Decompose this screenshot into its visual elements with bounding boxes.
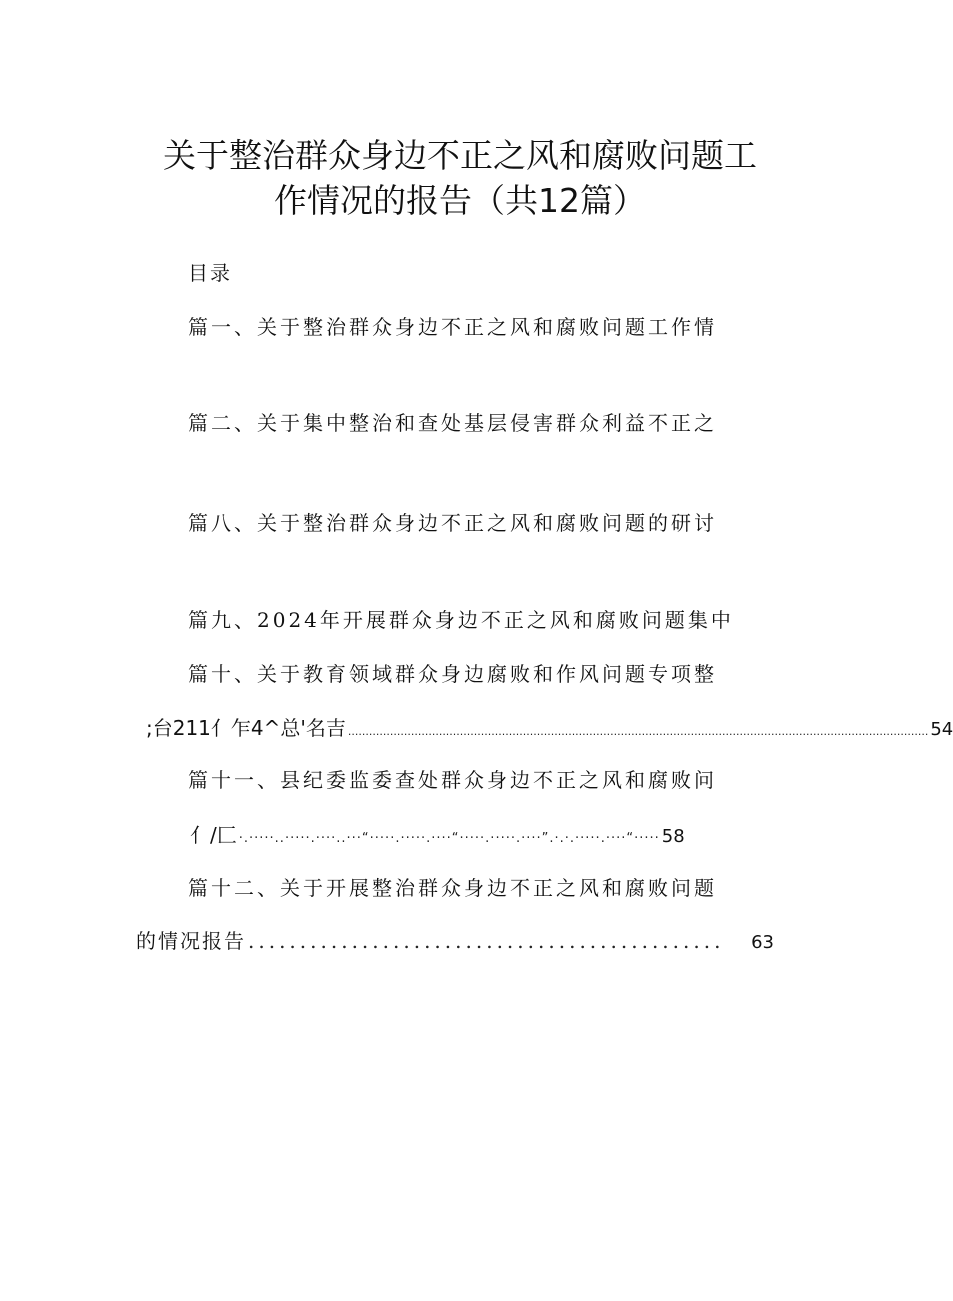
toc-entry-12-page-number: 63	[751, 932, 774, 953]
toc-entry-12-continuation-text: 的情况报告	[136, 929, 246, 953]
toc-entry-10-continuation	[146, 714, 953, 746]
toc-entry-10: 篇十、关于教育领域群众身边腐败和作风问题专项整	[188, 662, 717, 686]
toc-entry-10-page-number: 54	[930, 719, 953, 740]
toc-entry-11-page-number: 58	[661, 826, 685, 847]
toc-entry-1: 篇一、关于整治群众身边不正之风和腐败问题工作情	[188, 315, 717, 339]
toc-entry-10-continuation-text: ;台211亻乍4^总'名吉	[146, 716, 346, 740]
toc-entry-10-dot-leader: ......................................................................................................................................................................	[347, 725, 929, 738]
toc-entry-12-dot-leader: ..............................................	[248, 929, 725, 953]
toc-heading: 目录	[188, 261, 232, 285]
toc-entry-8: 篇八、关于整治群众身边不正之风和腐败问题的研讨	[188, 511, 717, 535]
document-title-line-2: 作情况的报告（共12篇）	[274, 181, 646, 220]
toc-entry-12-continuation	[136, 927, 774, 957]
toc-entry-9: 篇九、2024年开展群众身边不正之风和腐败问题集中	[188, 608, 734, 632]
document-title-line-1: 关于整治群众身边不正之风和腐败问题工	[163, 136, 757, 175]
toc-entry-2: 篇二、关于集中整治和查处基层侵害群众利益不正之	[188, 411, 717, 435]
toc-entry-11-continuation-text: 亻/匚	[190, 823, 237, 847]
toc-entry-11-continuation	[190, 821, 685, 853]
toc-entry-12: 篇十二、关于开展整治群众身边不正之风和腐败问题	[188, 876, 717, 900]
toc-entry-11-dot-leader: ·.·····..·····.····..···“·····.·····.····“·····.·····.····”.·.·.·····.····“·····	[238, 831, 660, 846]
toc-entry-11: 篇十一、县纪委监委查处群众身边不正之风和腐败问	[188, 768, 717, 792]
